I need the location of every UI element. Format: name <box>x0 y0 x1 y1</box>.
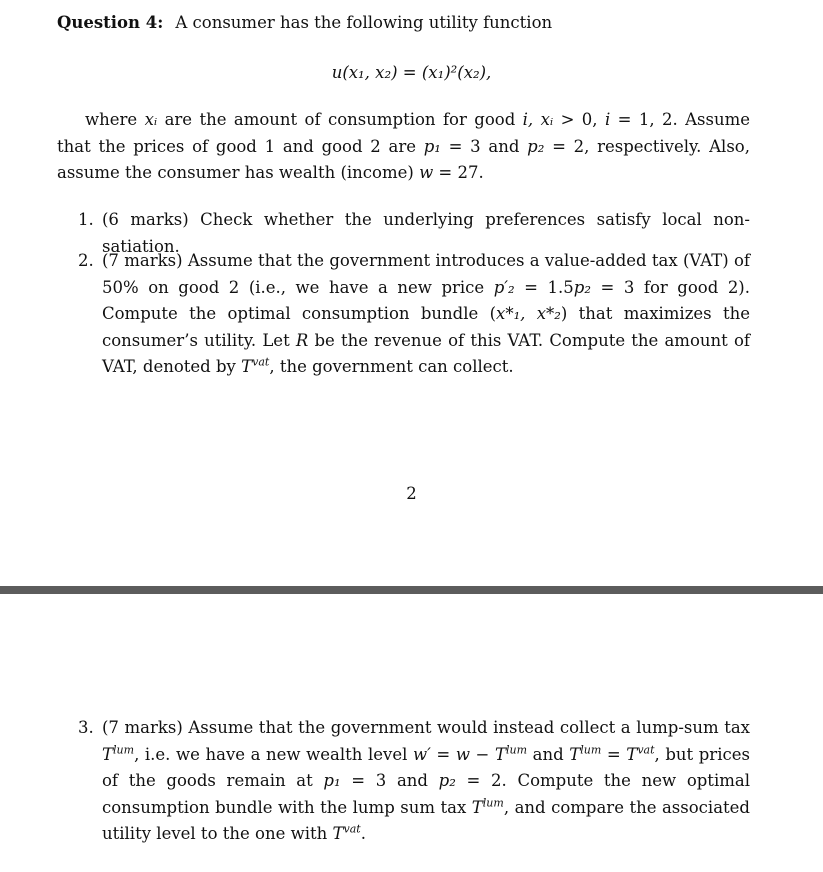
assumptions-paragraph <box>57 107 750 187</box>
item-text-run: = 3 for good 2). Compute the optimal consumption bundle ( <box>102 277 750 323</box>
item-text-run: . <box>360 824 366 843</box>
item-text-run: (7 marks) Assume that the government introduces a value-added tax (VAT) of 50% on good 2 (i.e., we have a new price <box>102 251 750 297</box>
item-math-sup: vat <box>343 822 361 836</box>
item-text-run: = 2. Compute the new optimal consumption bundle with the lump sum tax <box>102 771 750 817</box>
list-item-2 <box>78 248 750 381</box>
para-text: = 3 and <box>440 136 528 156</box>
item-math: T <box>494 744 506 764</box>
para-text: where <box>85 110 145 129</box>
question-intro: A consumer has the following utility function <box>175 13 553 32</box>
item-math: T <box>471 797 483 817</box>
item-math: x*₁, x*₂ <box>496 304 561 323</box>
page-number: 2 <box>406 484 417 503</box>
item-math: w <box>455 744 470 764</box>
item-math: R <box>295 330 309 350</box>
item-number: 1. <box>78 210 94 229</box>
item-math-sup: lum <box>113 743 135 756</box>
para-math: i <box>604 110 611 129</box>
item-text-run: − <box>469 744 495 764</box>
para-text: = 1, 2. Assume that the prices of good 1 and good 2 are <box>57 110 750 156</box>
para-math: w <box>419 163 434 182</box>
item-math-sup: lum <box>580 743 602 756</box>
item-math: p′₂ <box>493 277 515 297</box>
item-text-run: = 3 and <box>340 771 439 790</box>
item-math: w′ <box>412 744 431 764</box>
question-heading <box>57 10 552 37</box>
utility-function-equation <box>0 60 823 87</box>
item-number: 3. <box>78 718 94 737</box>
para-text: = 27. <box>433 163 484 182</box>
page-divider <box>0 586 823 594</box>
item-text-run: ) that maximizes the consumer’s utility. Let <box>102 304 750 350</box>
item-math-sup: vat <box>252 355 270 369</box>
item-text-run: (7 marks) Assume that the government would instead collect a lump-sum tax <box>102 718 750 737</box>
utility-lhs: u(x₁, x₂) = <box>331 63 422 82</box>
item-math: T <box>102 744 114 764</box>
item-text-run: , and compare the associated utility level to the one with <box>102 797 750 843</box>
item-text-run: , i.e. we have a new wealth level <box>134 744 413 764</box>
para-text: > 0, <box>553 110 605 129</box>
para-text: = 2, respectively. Also, assume the consumer has wealth (income) <box>57 136 750 182</box>
item-text <box>102 715 750 848</box>
item-math-sup: vat <box>637 743 655 756</box>
item-text <box>102 248 750 381</box>
item-number: 2. <box>78 251 94 270</box>
item-text-run: = 1.5 <box>514 277 574 297</box>
item-text-run: = <box>430 744 456 764</box>
list-item-3 <box>78 715 750 848</box>
para-text: are the amount of consumption for good <box>157 110 523 129</box>
item-text: (6 marks) Check whether the underlying preferences satisfy local non-satiation. <box>102 210 750 256</box>
item-text-run: and <box>527 744 570 764</box>
utility-rhs: (x₁)²(x₂), <box>421 63 492 82</box>
para-math: xᵢ <box>144 110 158 129</box>
item-text-run: = <box>601 744 627 764</box>
item-text-run: be the revenue of this VAT. Compute the amount of VAT, denoted by <box>102 330 750 376</box>
item-text-run: , but prices of the goods remain at <box>102 744 750 790</box>
item-text-run: , the government can collect. <box>269 357 514 376</box>
item-math: T <box>332 824 344 843</box>
para-math: i, xᵢ <box>522 110 554 129</box>
para-math: p₂ <box>527 136 545 156</box>
page-two <box>0 594 823 872</box>
item-math: T <box>626 744 638 764</box>
item-math-sup: lum <box>482 796 504 809</box>
item-math: p₂ <box>438 771 456 790</box>
item-math: T <box>569 744 581 764</box>
item-math: p₁ <box>323 771 341 790</box>
item-math: p₂ <box>573 277 591 297</box>
question-label: Question 4: <box>57 13 164 32</box>
para-math: p₁ <box>423 136 441 156</box>
item-math: T <box>241 357 253 376</box>
item-math-sup: lum <box>505 743 528 756</box>
